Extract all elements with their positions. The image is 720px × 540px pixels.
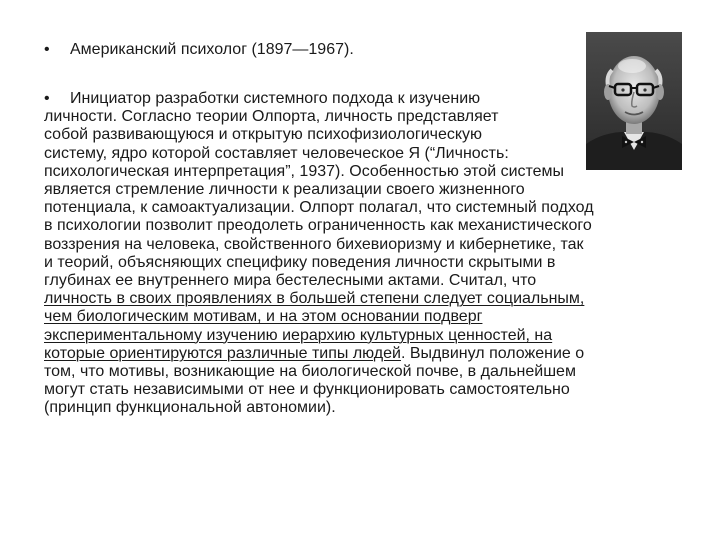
paragraph-line: собой развивающуюся и открытую психофизиологическую — [44, 126, 483, 144]
underlined-line: чем биологическим мотивам, и на этом основании подверг — [44, 308, 483, 326]
underlined-text: которые ориентируются различные типы людей — [44, 344, 401, 362]
paragraph-line: личности. Согласно теории Олпорта, личность представляет — [44, 108, 499, 126]
plain-text: . Выдвинул положение о — [400, 344, 585, 362]
paragraph-line — [44, 345, 684, 363]
paragraph-line: глубинах ее внутреннего мира бестелесными актами. Считал, что — [44, 272, 537, 290]
paragraph-line: воззрения на человека, свойственного бихевиоризму и кибернетике, так — [44, 235, 584, 253]
bullet-icon: • — [44, 41, 50, 58]
paragraph-line: в психологии позволит преодолеть ограниченность как механистического — [44, 217, 592, 235]
paragraph-line: психологическая интерпретация”, 1937). Особенностью этой системы — [44, 162, 565, 180]
bullet-icon: • — [44, 90, 50, 107]
paragraph-line: (принцип функциональной автономии). — [44, 399, 336, 417]
paragraph-line: • Инициатор разработки системного подхода к изучению — [44, 90, 481, 107]
paragraph-line: могут стать независимыми от нее и функционировать самостоятельно — [44, 381, 570, 399]
paragraph-line: систему, ядро которой составляет человеческое Я (“Личность: — [44, 144, 509, 162]
main-paragraph — [44, 90, 684, 418]
underlined-line: личность в своих проявлениях в большей степени следует социальным, — [44, 290, 585, 308]
paragraph-line: и теорий, объясняющих специфику поведения личности скрытыми в — [44, 253, 556, 271]
bullet-item-birth-years — [44, 40, 354, 59]
paragraph-line: том, что мотивы, возникающие на биологической почве, в дальнейшем — [44, 363, 576, 381]
underlined-line: экспериментальному изучению иерархию культурных ценностей, на — [44, 326, 553, 344]
paragraph-line: является стремление личности к реализации своего жизненного — [44, 181, 525, 199]
bullet-text: Американский психолог (1897—1967). — [70, 41, 354, 58]
paragraph-line: потенциала, к самоактуализации. Олпорт полагал, что системный подход — [44, 199, 594, 217]
